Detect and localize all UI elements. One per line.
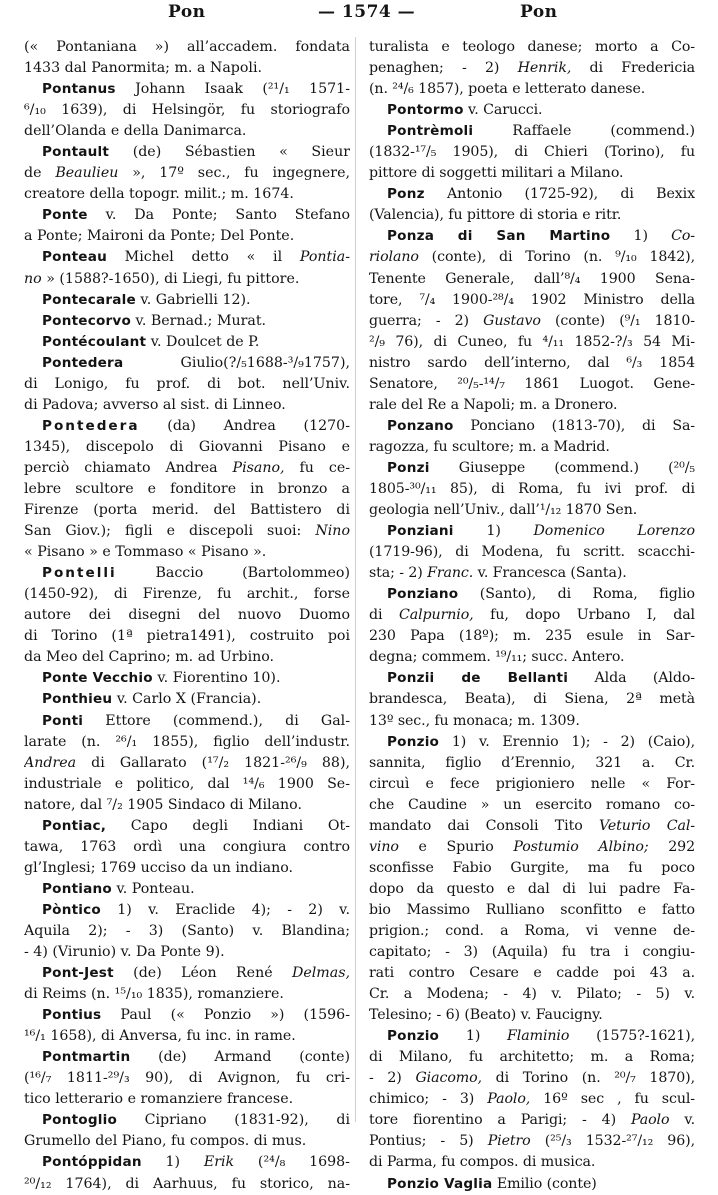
text-line	[24, 963, 350, 984]
entry-text: prigion.; cond. a Roma, vi venne de-	[369, 922, 695, 939]
entry-text: (de) Armand (conte)	[130, 1049, 350, 1066]
text-line	[369, 353, 695, 374]
text-line	[369, 1110, 695, 1131]
italic-text: no	[24, 270, 42, 287]
text-line	[24, 374, 350, 395]
entry-headword: Pontmartin	[42, 1049, 131, 1066]
text-line	[24, 668, 350, 689]
text-line	[369, 774, 695, 795]
entry-text: Antonio (1725-92), di Bexix	[424, 186, 695, 203]
entry-text: sconfisse Fabio Gurgite, ma fu poco	[369, 859, 695, 876]
entry-text: 1345), discepolo di Giovanni Pisano e	[24, 438, 350, 455]
entry-text: Michel detto « il	[106, 249, 300, 266]
italic-text: vino	[369, 838, 399, 855]
entry-text: Aquila 2); - 3) (Santo) v. Blandina;	[24, 922, 350, 939]
text-line	[24, 795, 350, 816]
entry-headword: Ponzio Vaglia	[387, 1175, 493, 1192]
entry-text: Firenze (porta merid. del Battistero di	[24, 502, 350, 519]
italic-text: Pietro	[487, 1133, 531, 1150]
entry-headword: Pontoglio	[42, 1112, 118, 1129]
entry-text: fu, dopo Urbano I, dal	[473, 607, 695, 624]
entry-headword: Ponzano	[387, 417, 454, 434]
italic-text: Andrea	[24, 754, 77, 771]
text-line	[369, 269, 695, 290]
text-line	[24, 1047, 350, 1068]
entry-text: Ponciano (1813-70), di Sa-	[453, 417, 695, 434]
text-line	[369, 584, 695, 605]
text-line	[369, 184, 695, 205]
text-line	[369, 205, 695, 226]
text-line	[369, 521, 695, 542]
entry-text: ⁶/₁₀ 1639), di Helsingör, fu storiografo	[24, 102, 350, 119]
entry-text: tore fiorentino a Parigi; - 4)	[369, 1112, 631, 1129]
entry-text: lebre scultore e fonditore in bronzo a	[24, 480, 350, 497]
entry-text: Johann Isaak (²¹/₁ 1571-	[115, 81, 350, 98]
header-right-guideword: Pon	[520, 2, 558, 22]
entry-headword: Ponzi	[387, 459, 430, 476]
italic-text: Henrik,	[517, 60, 572, 77]
text-line	[24, 500, 350, 521]
text-line	[369, 942, 695, 963]
entry-headword: Pontedera	[42, 354, 124, 371]
entry-text: (da) Andrea (1270-	[139, 417, 350, 434]
text-line	[24, 605, 350, 626]
entry-text: 1)	[610, 228, 672, 245]
entry-text: - 2)	[369, 1070, 416, 1087]
entry-text: brandesca, Beata), di Siena, 2ª metà	[369, 691, 695, 708]
italic-text: Pontia-	[299, 249, 350, 266]
entry-text: (²⁵/₃ 1532-²⁷/₁₂ 96),	[530, 1133, 695, 1150]
italic-text: Flaminio	[507, 1028, 570, 1045]
entry-text: (conte) (⁹/₁ 1810-	[540, 312, 695, 329]
entry-text: turalista e teologo danese; morto a Co-	[369, 39, 695, 55]
entry-headword: Ponziani	[387, 523, 454, 540]
entry-text: guerra; - 2)	[369, 312, 484, 329]
text-line	[24, 479, 350, 500]
text-line	[24, 458, 350, 479]
entry-text: gl’Inglesi; 1769 ucciso da un indiano.	[24, 859, 294, 876]
entry-text: (conte), di Torino (n. ⁹/₁₀ 1842),	[418, 249, 695, 266]
entry-headword: Pòntico	[42, 901, 101, 918]
entry-text: dopo da questo e dal di lui padre Fa-	[369, 880, 695, 897]
text-line	[24, 816, 350, 837]
entry-text: Capo degli Indiani Ot-	[106, 817, 350, 834]
entry-text: a Ponte; Maironi da Ponte; Del Ponte.	[24, 228, 295, 245]
text-line	[369, 332, 695, 353]
text-line	[369, 1047, 695, 1068]
text-line	[24, 879, 350, 900]
entry-headword: Ponte	[42, 207, 88, 224]
entry-text: sannita, figlio d’Erennio, 321 a. Cr.	[369, 754, 695, 771]
entry-text: 292	[648, 838, 695, 855]
entry-text: v. Gabrielli 12).	[135, 291, 251, 308]
text-line	[369, 542, 695, 563]
entry-text: bio Massimo Rulliano sconfitto e fatto	[369, 901, 695, 918]
text-line	[24, 1026, 350, 1047]
entry-text: degna; commem. ¹⁹/₁₁; succ. Antero.	[369, 649, 625, 666]
text-line	[24, 395, 350, 416]
entry-text: 1) v. Eraclide 4); - 2) v.	[100, 901, 350, 918]
text-line	[369, 290, 695, 311]
text-line	[369, 837, 695, 858]
text-line	[24, 269, 350, 290]
italic-text: Gustavo	[483, 312, 541, 329]
entry-text: di Parma, fu compos. di musica.	[369, 1154, 596, 1171]
entry-text: Grumello del Piano, fu compos. di mus.	[24, 1133, 307, 1150]
entry-text: natore, dal ⁷/₂ 1905 Sindaco di Milano.	[24, 796, 302, 813]
entry-headword: Pontormo	[387, 102, 464, 119]
text-line	[369, 605, 695, 626]
text-line	[24, 984, 350, 1005]
text-line	[24, 858, 350, 879]
entry-text: tawa, 1763 ordì una congiura contro	[24, 838, 350, 855]
text-line	[369, 1089, 695, 1110]
entry-text: (« Pontaniana ») all’accadem. fondata	[24, 39, 350, 55]
entry-text: v.	[669, 1112, 695, 1129]
text-line	[24, 1110, 350, 1131]
entry-text: ¹⁶/₁ 1658), di Anversa, fu inc. in rame.	[24, 1028, 296, 1045]
text-line	[369, 816, 695, 837]
entry-text: Cipriano (1831-92), di	[117, 1112, 350, 1129]
entry-text: e Spurio	[398, 838, 514, 855]
entry-headword: Pontécoulant	[42, 333, 147, 350]
entry-text: 1)	[453, 523, 534, 540]
text-line	[369, 879, 695, 900]
entry-text: « Pisano » e Tommaso « Pisano ».	[24, 544, 267, 561]
entry-text: di Milano, fu architetto; m. a Roma;	[369, 1049, 695, 1066]
entry-text: geologia nell’Univ., dall’¹/₁₂ 1870 Sen.	[369, 502, 638, 519]
text-line	[24, 353, 350, 374]
italic-text: Nino	[315, 523, 350, 540]
entry-text: Tenente Generale, dall’⁸/₄ 1900 Sena-	[369, 270, 695, 287]
entry-text: (¹⁶/₇ 1811-²⁹/₃ 90), di Avignon, fu cri-	[24, 1070, 350, 1087]
entry-headword: Ponthieu	[42, 691, 113, 708]
italic-text: Erik	[203, 1154, 235, 1171]
text-line	[369, 311, 695, 332]
entry-text: ²/₉ 76), di Cuneo, fu ⁴/₁₁ 1852-?/₃ 54 Mi-	[369, 333, 695, 350]
text-line	[369, 247, 695, 268]
entry-text: (n. ²⁴/₆ 1857), poeta e letterato danese.	[369, 81, 646, 98]
italic-text: Veturio Cal-	[599, 817, 695, 834]
text-line	[24, 311, 350, 332]
entry-headword: Ponziano	[387, 586, 459, 603]
text-line	[24, 1152, 350, 1173]
text-line	[369, 479, 695, 500]
text-line	[24, 1068, 350, 1089]
entry-text: larate (n. ²⁶/₁ 1855), figlio dell’industr.	[24, 733, 350, 750]
entry-text: (Valencia), fu pittore di storia e ritr.	[369, 207, 622, 224]
text-line	[369, 668, 695, 689]
page-number: — 1574 —	[318, 2, 416, 22]
italic-text: Pisano,	[232, 459, 285, 476]
text-line	[24, 732, 350, 753]
entry-text: Ettore (commend.), di Gal-	[83, 712, 350, 729]
text-line	[24, 184, 350, 205]
italic-text: Calpurnio,	[399, 607, 474, 624]
entry-headword: Pontóppidan	[42, 1154, 142, 1171]
italic-text: riolano	[369, 249, 419, 266]
entry-text: Giuseppe (commend.) (²⁰/₅	[429, 459, 695, 476]
italic-text: Delmas,	[291, 965, 350, 982]
text-line	[24, 205, 350, 226]
text-line	[24, 58, 350, 79]
entry-text: Cr. a Modena; - 4) v. Pilato; - 5) v.	[369, 986, 695, 1003]
entry-text: tico letterario e romanziere francese.	[24, 1091, 294, 1108]
entry-text: di Padova; avverso al sist. di Linneo.	[24, 396, 286, 413]
entry-text: Paul (« Ponzio ») (1596-	[101, 1007, 350, 1024]
entry-headword: Pontecorvo	[42, 312, 131, 329]
text-line	[24, 542, 350, 563]
italic-text: Paolo,	[487, 1091, 531, 1108]
entry-text: Alda (Aldo-	[568, 670, 695, 687]
italic-text: Postumio Albino;	[513, 838, 649, 855]
text-line	[369, 1026, 695, 1047]
entry-text: chimico; - 3)	[369, 1091, 488, 1108]
entry-text: », 17º sec., fu ingegnere,	[118, 165, 350, 182]
text-line	[24, 100, 350, 121]
text-line	[369, 858, 695, 879]
entry-text: v. Carucci.	[463, 102, 543, 119]
entry-headword: Pontedera	[42, 417, 140, 434]
text-line	[369, 1131, 695, 1152]
text-line	[24, 689, 350, 710]
text-line	[369, 458, 695, 479]
entry-text: 1)	[439, 1028, 508, 1045]
italic-text: Domenico Lorenzo	[533, 523, 695, 540]
text-line	[369, 37, 695, 58]
entry-text: 16º sec , fu scul-	[530, 1091, 695, 1108]
entry-text: v. Bernad.; Murat.	[131, 312, 267, 329]
entry-text: (1575?-1621),	[569, 1028, 695, 1045]
entry-headword: Ponzii de Bellanti	[387, 670, 569, 687]
entry-headword: Pontrèmoli	[387, 123, 474, 140]
text-line	[24, 142, 350, 163]
entry-text: creatore della topogr. milit.; m. 1674.	[24, 186, 294, 203]
entry-text: Baccio (Bartolommeo)	[116, 565, 350, 582]
text-line	[369, 563, 695, 584]
text-line	[369, 79, 695, 100]
entry-headword: Ponz	[387, 186, 425, 203]
text-line	[369, 689, 695, 710]
text-line	[369, 374, 695, 395]
entry-text: rati contro Cesare e cadde poi 43 a.	[369, 965, 695, 982]
entry-headword: Pontiano	[42, 880, 112, 897]
entry-headword: Pontault	[42, 144, 110, 161]
text-line	[24, 900, 350, 921]
text-line	[24, 163, 350, 184]
text-line	[24, 584, 350, 605]
text-line	[369, 1005, 695, 1026]
entry-text: » (1588?-1650), di Liegi, fu pittore.	[41, 270, 300, 287]
text-line	[24, 921, 350, 942]
entry-text: di Gallarato (¹⁷/₂ 1821-²⁶/₉ 88),	[76, 754, 350, 771]
text-line	[369, 626, 695, 647]
entry-headword: Ponte Vecchio	[42, 670, 153, 687]
text-line	[369, 437, 695, 458]
entry-text: 1) v. Erennio 1); - 2) (Caio),	[439, 733, 695, 750]
entry-text: v. Da Ponte; Santo Stefano	[87, 207, 350, 224]
italic-text: Franc.	[427, 565, 474, 582]
entry-text: pittore di soggetti militari a Milano.	[369, 165, 624, 182]
text-line	[24, 1089, 350, 1110]
text-line	[24, 837, 350, 858]
text-line	[369, 395, 695, 416]
entry-text: 230 Papa (18º); m. 235 esule in Sar-	[369, 628, 695, 645]
entry-text: di Torino (1ª pietra1491), costruito poi	[24, 628, 350, 645]
text-line	[24, 563, 350, 584]
header-left-guideword: Pon	[168, 2, 206, 22]
text-line	[369, 226, 695, 247]
text-line	[369, 1174, 695, 1195]
entry-text: Giulio(?/₅1688-³/₉1757),	[123, 354, 350, 371]
entry-text: di Torino (n. ²⁰/₇ 1870),	[481, 1070, 695, 1087]
entry-text: dell’Olanda e della Danimarca.	[24, 123, 247, 140]
entry-text: (1719-96), di Modena, fu scritt. scacchi-	[369, 544, 695, 561]
entry-text: che Caudine » un esercito romano co-	[369, 796, 695, 813]
entry-text: v. Ponteau.	[111, 880, 195, 897]
text-line	[24, 774, 350, 795]
text-line	[369, 753, 695, 774]
text-line	[369, 795, 695, 816]
entry-text: mandato dai Consoli Tito	[369, 817, 600, 834]
italic-text: Beaulieu	[55, 165, 119, 182]
italic-text: Co-	[671, 228, 695, 245]
text-line	[24, 753, 350, 774]
text-line	[24, 332, 350, 353]
entry-headword: Ponti	[42, 712, 84, 729]
entry-headword: Pont-Jest	[42, 965, 114, 982]
text-line	[24, 626, 350, 647]
entry-text: (1832-¹⁷/₅ 1905), di Chieri (Torino), fu	[369, 144, 695, 161]
entry-text: (de) Léon René	[113, 965, 292, 982]
entry-text: ²⁰/₁₂ 1764), di Aarhuus, fu storico, na-	[24, 1175, 350, 1192]
text-line	[24, 711, 350, 732]
text-line	[369, 1152, 695, 1173]
text-line	[369, 921, 695, 942]
entry-text: 1)	[141, 1154, 204, 1171]
entry-text: San Giov.); figli e discepoli suoi:	[24, 523, 316, 540]
entry-text: industriale e politico, dal ¹⁴/₆ 1900 Se-	[24, 775, 350, 792]
text-line	[369, 142, 695, 163]
entry-headword: Ponzio	[387, 733, 440, 750]
text-line	[24, 942, 350, 963]
entry-headword: Pontecarale	[42, 291, 136, 308]
text-line	[24, 247, 350, 268]
text-line	[24, 647, 350, 668]
entry-text: Emilio (conte)	[492, 1175, 597, 1192]
entry-headword: Ponzio	[387, 1028, 440, 1045]
entry-text: (1450-92), di Firenze, fu archit., forse	[24, 586, 350, 603]
entry-text: ragozza, fu scultore; m. a Madrid.	[369, 438, 610, 455]
entry-headword: Pontius	[42, 1007, 102, 1024]
entry-text: 13º sec., fu monaca; m. 1309.	[369, 712, 580, 729]
right-column	[369, 37, 695, 1195]
text-line	[24, 1005, 350, 1026]
text-line	[369, 500, 695, 521]
entry-headword: Pontanus	[42, 81, 116, 98]
entry-text: v. Carlo X (Francia).	[112, 691, 262, 708]
entry-text: di Fredericia	[571, 60, 695, 77]
text-line	[369, 900, 695, 921]
entry-text: da Meo del Caprino; m. ad Urbino.	[24, 649, 275, 666]
page-header	[0, 0, 718, 28]
entry-text: circuì e fece prigioniero nelle « For-	[369, 775, 695, 792]
entry-headword: Ponteau	[42, 249, 107, 266]
left-column	[24, 37, 350, 1195]
entry-text: (²⁴/₈ 1698-	[234, 1154, 350, 1171]
column-divider	[355, 37, 356, 1122]
text-line	[369, 163, 695, 184]
text-line	[369, 1068, 695, 1089]
text-line	[369, 711, 695, 732]
text-line	[369, 416, 695, 437]
text-line	[369, 647, 695, 668]
entry-text: rale del Re a Napoli; m. a Dronero.	[369, 396, 618, 413]
entry-text: sta; - 2)	[369, 565, 428, 582]
text-line	[24, 437, 350, 458]
text-line	[369, 732, 695, 753]
text-line	[24, 226, 350, 247]
entry-text: di Reims (n. ¹⁵/₁₀ 1835), romanziere.	[24, 986, 284, 1003]
text-line	[369, 121, 695, 142]
entry-text: Telesino; - 6) (Beato) v. Faucigny.	[369, 1007, 603, 1024]
italic-text: Paolo	[630, 1112, 670, 1129]
text-line	[24, 521, 350, 542]
text-line	[369, 58, 695, 79]
entry-text: de	[24, 165, 56, 182]
text-line	[24, 1174, 350, 1195]
text-line	[24, 37, 350, 58]
entry-text: perciò chiamato Andrea	[24, 459, 233, 476]
text-line	[369, 100, 695, 121]
entry-text: v. Fiorentino 10).	[152, 670, 281, 687]
entry-text: autore dei disegni del nuovo Duomo	[24, 607, 350, 624]
text-line	[24, 290, 350, 311]
entry-text: (de) Sébastien « Sieur	[109, 144, 350, 161]
entry-text: penaghen; - 2)	[369, 60, 518, 77]
text-line	[369, 963, 695, 984]
entry-text: tore, ⁷/₄ 1900-²⁸/₄ 1902 Ministro della	[369, 291, 695, 308]
entry-text: di	[369, 607, 399, 624]
entry-text: v. Francesca (Santa).	[473, 565, 627, 582]
entry-text: nistro sardo dell’interno, dal ⁶/₃ 1854	[369, 354, 695, 371]
text-line	[369, 984, 695, 1005]
entry-text: capitato; - 3) (Aquila) fu tra i congiu-	[369, 944, 695, 961]
entry-headword: Pontiac,	[42, 817, 107, 834]
entry-text: di Lonigo, fu prof. di bot. nell’Univ.	[24, 375, 350, 392]
italic-text: Giacomo,	[415, 1070, 482, 1087]
entry-text: 1433 dal Panormita; m. a Napoli.	[24, 60, 262, 77]
entry-text: (Santo), di Roma, figlio	[458, 586, 695, 603]
entry-text: Pontius; - 5)	[369, 1133, 488, 1150]
entry-text: 1805-³⁰/₁₁ 85), di Roma, fu ivi prof. di	[369, 480, 695, 497]
text-line	[24, 416, 350, 437]
text-line	[24, 121, 350, 142]
text-line	[24, 1131, 350, 1152]
text-line	[24, 79, 350, 100]
entry-text: v. Doulcet de P.	[146, 333, 260, 350]
entry-text: Senatore, ²⁰/₅-¹⁴/₇ 1861 Luogot. Gene-	[369, 375, 695, 392]
entry-text: fu ce-	[284, 459, 350, 476]
entry-headword: Pontelli	[42, 565, 117, 582]
entry-text: - 4) (Virunio) v. Da Ponte 9).	[24, 944, 225, 961]
entry-text: Raffaele (commend.)	[473, 123, 695, 140]
entry-headword: Ponza di San Martino	[387, 228, 611, 245]
